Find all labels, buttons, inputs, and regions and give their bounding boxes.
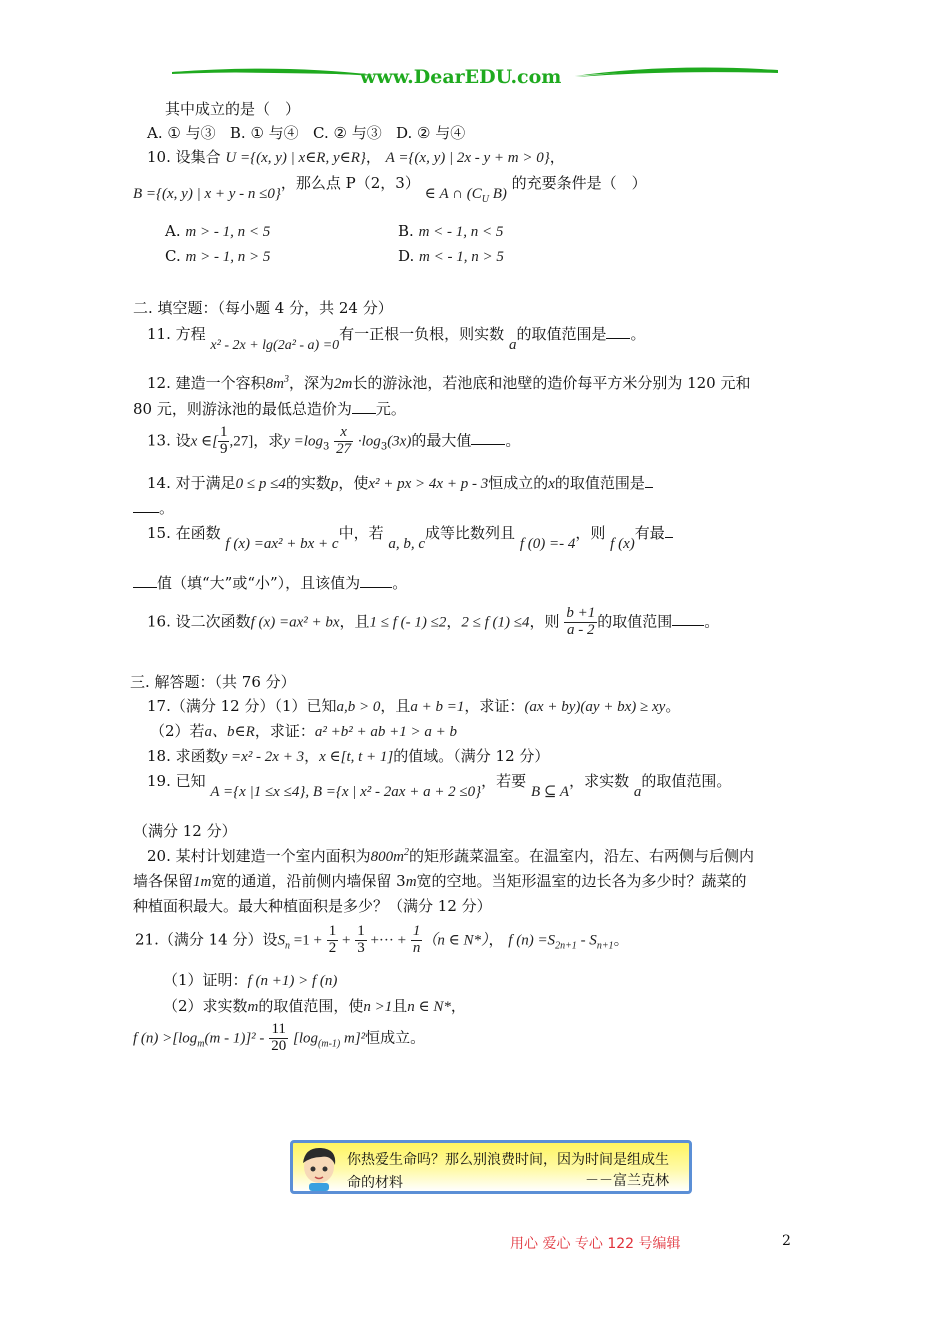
- q9-prompt: 其中成立的是（ ）: [165, 100, 301, 118]
- q10-set-u: U ={(x, y) | x∈R, y∈R}: [225, 150, 366, 166]
- q10-condition: [424, 186, 507, 205]
- q19-sets: A ={x |1 ≤x ≤4}, B ={x | x² - 2ax + a + 2 ≤0}: [210, 784, 482, 800]
- q21-fn-mid: - S: [576, 932, 597, 949]
- frac-num: b +1: [566, 605, 596, 621]
- q16: [147, 606, 719, 639]
- q21-p2-label: （2）求实数: [163, 997, 248, 1015]
- q13-log-base-2: 3: [380, 441, 388, 453]
- q20-area-value: 800m: [370, 849, 404, 865]
- q21-part2: [163, 995, 466, 1016]
- q14-end: 。: [159, 499, 175, 517]
- frac-den: 27: [336, 440, 352, 457]
- q15-answer-blank-a: [665, 523, 673, 538]
- q15-line2-text: 值（填“大”或“小”），且该值为: [157, 574, 361, 592]
- q15-abc: a, b, c: [388, 536, 426, 552]
- q14-ineq: x² + px > 4x + p - 3: [368, 476, 489, 492]
- q17-cond-3: a、b∈R: [204, 724, 255, 740]
- q17-end: 。: [665, 697, 681, 715]
- q21-p2-cond-2: n ∈ N*: [407, 999, 451, 1015]
- q20-text-2: 的矩形蔬菜温室。在温室内，沿左、右两侧与后侧内: [408, 847, 754, 865]
- q13-answer-blank: [471, 430, 505, 445]
- q16-end: 。: [704, 612, 720, 631]
- q21-final-a: f (n) >[log: [133, 1030, 198, 1047]
- q18-sep: ，: [304, 747, 320, 765]
- q18-domain: x ∈[t, t + 1]: [319, 749, 394, 765]
- q21-final-b: (m - 1)]² -: [204, 1030, 265, 1047]
- q10-option-b: [398, 222, 503, 241]
- q14-prefix: 14. 对于满足: [147, 474, 236, 492]
- q17-mid: ，且: [380, 697, 411, 715]
- quote-line-1: 你热爱生命吗？那么别浪费时间，因为时间是组成生: [347, 1152, 669, 1168]
- q21-final-d: m]²: [340, 1030, 366, 1047]
- q17-prefix: 17.（满分 12 分）（1）已知: [147, 697, 337, 715]
- q16-suffix: 的取值范围: [597, 612, 673, 631]
- q15-end: 。: [392, 574, 408, 592]
- frac-den: a - 2: [567, 621, 595, 638]
- q9-options: [147, 122, 465, 143]
- q11-equation: x² - 2x + lg(2a² - a) =0: [210, 338, 340, 353]
- q10-prefix: 10. 设集合: [147, 148, 221, 166]
- q15-mid2: 成等比数列且: [425, 524, 516, 542]
- q21-frac-1: [327, 924, 339, 957]
- q15-fx: f (x) =ax² + bx + c: [225, 536, 339, 552]
- option-expr: m > - 1, n < 5: [185, 224, 271, 240]
- q16-answer-blank: [672, 611, 704, 626]
- q14-answer-blank-a: [645, 473, 653, 488]
- q20-text-5: 宽的空地。当矩形温室的边长各为多少时？蔬菜的: [416, 872, 747, 890]
- q13: [147, 425, 520, 458]
- option-label: A.: [165, 222, 181, 240]
- q21-dots: +··· +: [366, 932, 407, 949]
- q10-option-a: [165, 222, 270, 241]
- frac-num: 11: [269, 1022, 288, 1039]
- q17-mid2: ，求证：: [464, 697, 525, 715]
- q17-part2-prefix: （2）若: [150, 722, 205, 740]
- site-name: www.DearEDU.com: [360, 66, 562, 88]
- q9-option-a: A. ① 与③: [147, 124, 216, 142]
- q13-log-base: 3: [322, 441, 330, 453]
- page-number: 2: [782, 1233, 791, 1249]
- q11-prefix: 11. 方程: [147, 325, 206, 343]
- q21-fn-sub2: n+1: [596, 940, 614, 952]
- q13-fraction: [218, 425, 230, 458]
- q21-frac-2: [355, 924, 367, 957]
- q9-option-d: D. ② 与④: [396, 124, 466, 142]
- q21-frac-3: [411, 924, 423, 957]
- q15-mid3: ，则: [575, 524, 606, 542]
- q20-line2: [133, 870, 747, 891]
- q14-line2: [133, 497, 174, 518]
- q12-text-3: 长的游泳池，若池底和池壁的造价每平方米分别为 120 元和: [352, 374, 751, 392]
- q21-eq: =1 +: [289, 932, 322, 949]
- q12-text-4: 80 元，则游泳池的最低总造价为: [133, 400, 352, 418]
- q10-option-d: [398, 247, 504, 266]
- q21-final-sub1: m: [197, 1038, 205, 1050]
- q11-answer-blank: [606, 324, 630, 339]
- site-header-logo: [170, 64, 780, 96]
- q21-sep: ，: [488, 930, 504, 949]
- q21-p1-label: （1）证明：: [163, 971, 248, 989]
- q17-line2: [150, 720, 457, 741]
- q21-p2-m: m: [247, 999, 259, 1015]
- q13-suffix: 的最大值: [411, 431, 472, 450]
- q21-sn-sub: n: [284, 940, 290, 952]
- q15-mid: 中，若: [338, 524, 384, 542]
- q14-mid: 的实数: [285, 474, 331, 492]
- q21-p2-mid2: 且: [392, 997, 408, 1015]
- q13-log2: ·log: [357, 433, 381, 450]
- q10-set-b: B ={(x, y) | x + y - n ≤0}: [133, 186, 281, 202]
- q20-line1: [147, 845, 754, 866]
- frac-den: 2: [328, 939, 337, 956]
- q12-line2: [133, 398, 406, 419]
- option-expr: m > - 1, n > 5: [185, 249, 271, 265]
- frac-num: 1: [357, 923, 365, 939]
- q16-prefix: 16. 设二次函数: [147, 612, 251, 631]
- option-label: D.: [398, 247, 415, 265]
- q12-vol-value: 8m: [265, 376, 284, 392]
- q21-fn: f (n) =S: [508, 932, 556, 949]
- q16-fraction: [564, 606, 597, 639]
- frac-num: 1: [219, 424, 228, 440]
- q21-p2-mid: 的取值范围，使: [258, 997, 364, 1015]
- q17-ineq: (ax + by)(ay + bx) ≥ xy: [524, 699, 666, 715]
- q15-answer-blank-b: [133, 573, 157, 588]
- option-label: B.: [398, 222, 414, 240]
- q20-width-2: m: [405, 874, 417, 890]
- q14-mid2: ，使: [338, 474, 369, 492]
- q14-x: x: [548, 476, 555, 492]
- q13-arg: (3x): [387, 433, 412, 450]
- q15-line1: [147, 522, 673, 552]
- frac-den: 20: [271, 1037, 287, 1054]
- quote-line-2: 命的材料: [347, 1175, 403, 1191]
- q11-suffix: 的取值范围是: [516, 325, 607, 343]
- q11-var: a: [508, 337, 517, 353]
- q14-cond: 0 ≤ p ≤4: [235, 476, 286, 492]
- cartoon-boy-icon: [297, 1145, 341, 1191]
- q21-p2-end: ，: [450, 997, 466, 1015]
- q16-cond-1: 1 ≤ f (- 1) ≤2: [369, 614, 447, 631]
- q18-fx: y =x² - 2x + 3: [220, 749, 305, 765]
- q13-end: 。: [505, 431, 521, 450]
- q16-mid2: ，则: [529, 612, 560, 631]
- q14-suffix: 的取值范围是: [554, 474, 645, 492]
- q13-prefix: 13. 设: [147, 431, 191, 450]
- q20-line3: 种植面积最大。最大种植面积是多少？（满分 12 分）: [133, 897, 492, 915]
- q18-suffix: 的值域。（满分 12 分）: [393, 747, 550, 765]
- q21-p1-expr: f (n +1) > f (n): [247, 973, 338, 989]
- frac-den: n: [412, 939, 421, 956]
- q21-plus: +: [338, 932, 351, 949]
- q12-text-1: 12. 建造一个容积: [147, 374, 266, 392]
- q21-line1: [135, 924, 629, 957]
- q19-var: a: [633, 784, 642, 800]
- q11: [147, 323, 646, 353]
- option-expr: m < - 1, n > 5: [419, 249, 504, 265]
- q20-text-3: 墙各保留: [133, 872, 194, 890]
- q21-final: [133, 1022, 425, 1055]
- q16-sep: ，: [446, 612, 462, 631]
- q19-score: （满分 12 分）: [133, 822, 237, 840]
- q21-final-fraction: [269, 1022, 288, 1055]
- q17-ineq2: a² +b² + ab +1 > a + b: [314, 724, 457, 740]
- q9-option-b: B. ① 与④: [229, 124, 299, 142]
- frac-num: x: [334, 425, 353, 442]
- q19-cond: B ⊆ A: [530, 784, 570, 800]
- q13-mid: ，求: [253, 431, 284, 450]
- q11-mid: 有一正根一负根，则实数: [339, 325, 505, 343]
- q12-depth: 2m: [333, 376, 353, 392]
- q15-prefix: 15. 在函数: [147, 524, 221, 542]
- q16-fx: f (x) =ax² + bx: [250, 614, 340, 631]
- q18: [147, 745, 549, 766]
- q15-f0: f (0) =- 4: [519, 536, 576, 552]
- q21-final-c: [log: [293, 1030, 319, 1047]
- quote-banner: [290, 1140, 692, 1194]
- q21-fn-sub1: 2n+1: [555, 940, 577, 952]
- q20-text-1: 20. 某村计划建造一个室内面积为: [147, 847, 371, 865]
- q12-text-2: ，深为: [288, 374, 334, 392]
- q21-sn: S: [277, 932, 285, 949]
- q17-cond-2: a + b =1: [410, 699, 465, 715]
- q18-prefix: 18. 求函数: [147, 747, 221, 765]
- q15-suffix: 有最: [634, 524, 665, 542]
- q14-p: p: [330, 476, 339, 492]
- q12-line1: [147, 372, 751, 393]
- q19-prefix: 19. 已知: [147, 772, 206, 790]
- q21-prefix: 21.（满分 14 分）设: [135, 930, 278, 949]
- q17-mid3: ，求证：: [254, 722, 315, 740]
- q17-cond-1: a,b > 0: [336, 699, 381, 715]
- q13-y: y =log: [283, 433, 323, 450]
- q14-answer-blank-b: [133, 498, 159, 513]
- q15-line2: [133, 572, 407, 593]
- frac-den: 3: [357, 939, 365, 956]
- q13-fraction-2: [334, 425, 353, 458]
- footer-tagline: 用心 爱心 专心 122 号编辑: [510, 1236, 681, 1252]
- q21-cond: （n ∈ N*）: [422, 932, 489, 949]
- quote-author: －－富兰克林: [585, 1173, 669, 1189]
- q10-line2: [133, 172, 647, 205]
- q10-option-c: [165, 247, 270, 266]
- section-2-title: 二. 填空题：（每小题 4 分，共 24 分）: [133, 299, 393, 317]
- frac-num: 1: [328, 923, 337, 939]
- q21-end: 。: [613, 930, 629, 949]
- q20-text-4: 宽的通道，沿前侧内墙保留 3: [211, 872, 406, 890]
- q10-cond-end: B): [488, 186, 507, 202]
- q16-cond-2: 2 ≤ f (1) ≤4: [461, 614, 530, 631]
- q21-final-end: 恒成立。: [365, 1028, 426, 1047]
- q17-line1: [147, 695, 680, 716]
- option-expr: m < - 1, n < 5: [418, 224, 504, 240]
- q19: [147, 770, 732, 800]
- q11-end: 。: [630, 325, 646, 343]
- q15-fx2: f (x): [610, 536, 635, 552]
- q19-mid: ，若要: [481, 772, 527, 790]
- frac-den: 9: [219, 440, 228, 457]
- section-3-title: 三. 解答题：（共 76 分）: [130, 673, 296, 691]
- q14-mid3: 恒成立的: [488, 474, 549, 492]
- q12-volume: $8m^3$: [265, 374, 289, 392]
- q16-mid: ，且: [339, 612, 370, 631]
- q13-range-open: x ∈[: [190, 433, 218, 450]
- q21-part1: [163, 969, 337, 990]
- q12-answer-blank: [352, 399, 376, 414]
- q19-mid2: ，求实数: [569, 772, 630, 790]
- q10-suffix: 的充要条件是（ ）: [511, 174, 647, 192]
- q10-cond-sub: U: [481, 194, 489, 205]
- q21-p2-cond-1: n >1: [363, 999, 393, 1015]
- q20-width-1: 1m: [193, 874, 212, 890]
- q10-cond-text: ∈ A ∩ (C: [424, 186, 482, 202]
- q21-final-sub2: (m-1): [318, 1038, 341, 1050]
- q19-suffix: 的取值范围。: [641, 772, 732, 790]
- option-label: C.: [165, 247, 181, 265]
- q12-end: 元。: [375, 400, 406, 418]
- q9-option-c: C. ② 与③: [313, 124, 382, 142]
- q13-range-close: ,27]: [229, 433, 254, 450]
- q14-line1: [147, 472, 653, 493]
- q10-mid: ，那么点 P（2，3）: [280, 174, 420, 192]
- q10-set-a: A ={(x, y) | 2x - y + m > 0}: [385, 150, 550, 166]
- frac-num: 1: [412, 923, 421, 939]
- q10-line1: 10. 设集合 U ={(x, y) | x∈R, y∈R}， A ={(x, y) | 2x - y + m > 0}，: [147, 148, 565, 166]
- q15-answer-blank-c: [360, 573, 392, 588]
- q20-area: $800m^2$: [370, 847, 409, 865]
